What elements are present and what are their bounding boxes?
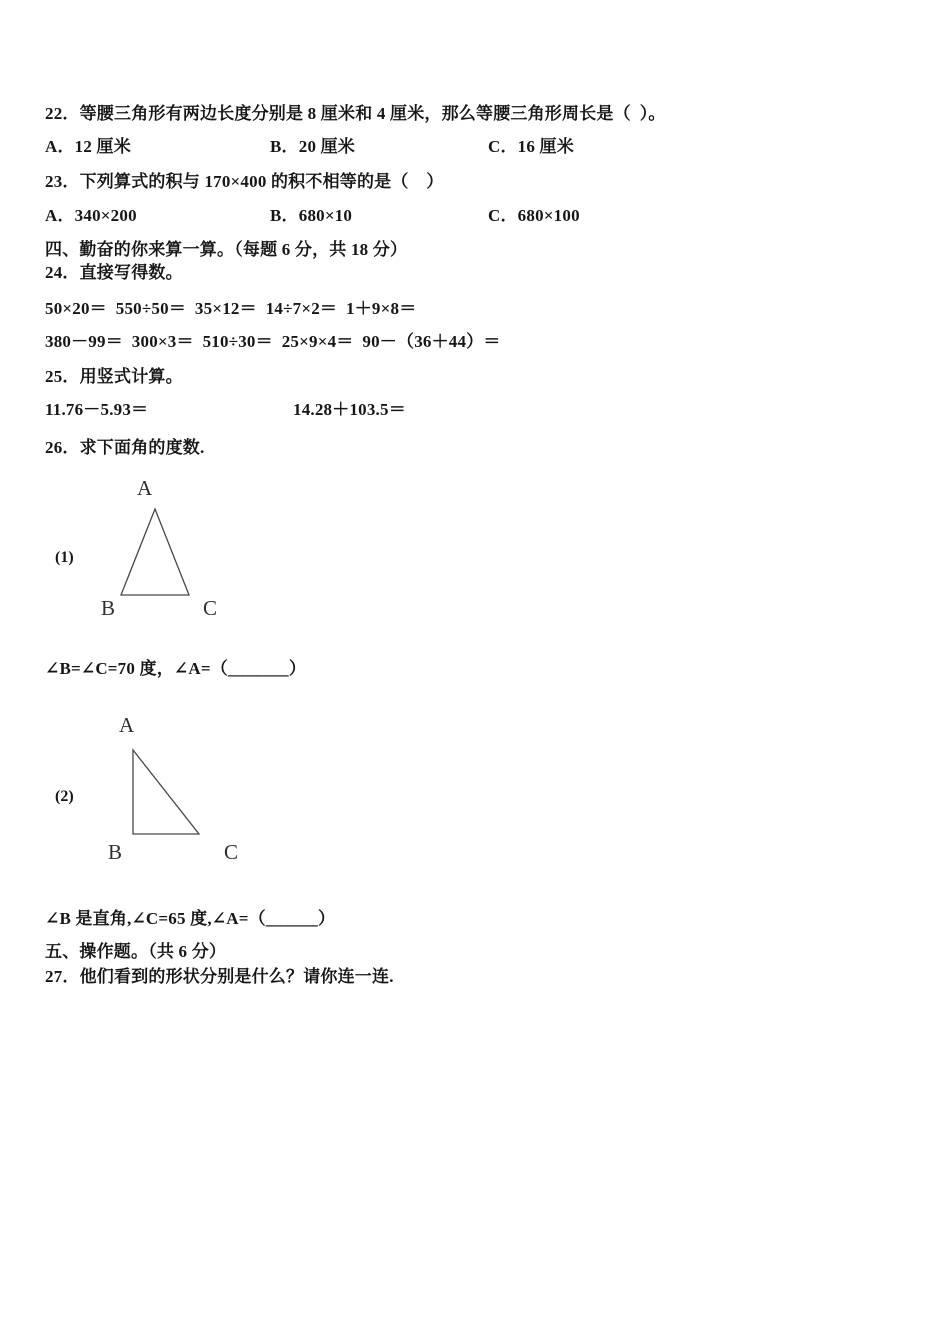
figure-1-triangle xyxy=(113,502,197,600)
figure-1-vertex-a-label: A xyxy=(137,476,153,500)
figure-2-vertex-c-label: C xyxy=(224,840,239,864)
figure-2-vertex-a-label: A xyxy=(119,713,135,737)
q24-calculation-row-2: 380－99＝ 300×3＝ 510÷30＝ 25×9×4＝ 90－（36＋44）＝ xyxy=(45,332,501,351)
q23-option-c: C．680×100 xyxy=(488,206,580,225)
figure-2-triangle xyxy=(127,743,205,838)
figure-2-answer-line: ∠B 是直角,∠C=65 度,∠A=（______） xyxy=(45,909,336,928)
question-24-text: 24．直接写得数。 xyxy=(45,263,183,282)
section-5-heading: 五、操作题。（共 6 分） xyxy=(45,942,227,961)
figure-1-answer-line: ∠B=∠C=70 度，∠A=（_______） xyxy=(45,659,307,678)
q23-option-a: A．340×200 xyxy=(45,206,137,225)
figure-2-index: (2) xyxy=(55,788,74,805)
question-22-text: 22．等腰三角形有两边长度分别是 8 厘米和 4 厘米，那么等腰三角形周长是（ ）。 xyxy=(45,104,666,123)
q25-expression-1: 11.76－5.93＝ xyxy=(45,400,149,419)
figure-1-vertex-b-label: B xyxy=(101,596,116,620)
q25-expression-2: 14.28＋103.5＝ xyxy=(293,400,406,419)
figure-1-index: (1) xyxy=(55,549,74,566)
question-26-text: 26．求下面角的度数. xyxy=(45,438,205,457)
q23-option-b: B．680×10 xyxy=(270,206,353,225)
figure-1-vertex-c-label: C xyxy=(203,596,218,620)
q24-calculation-row-1: 50×20＝ 550÷50＝ 35×12＝ 14÷7×2＝ 1＋9×8＝ xyxy=(45,299,417,318)
q22-option-a: A．12 厘米 xyxy=(45,137,131,156)
q22-option-b: B．20 厘米 xyxy=(270,137,355,156)
figure-2-vertex-b-label: B xyxy=(108,840,123,864)
question-25-text: 25．用竖式计算。 xyxy=(45,367,183,386)
section-4-heading: 四、勤奋的你来算一算。（每题 6 分，共 18 分） xyxy=(45,240,408,259)
question-23-text: 23．下列算式的积与 170×400 的积不相等的是（ ） xyxy=(45,172,444,191)
question-27-text: 27．他们看到的形状分别是什么？请你连一连. xyxy=(45,967,394,986)
q22-option-c: C．16 厘米 xyxy=(488,137,574,156)
